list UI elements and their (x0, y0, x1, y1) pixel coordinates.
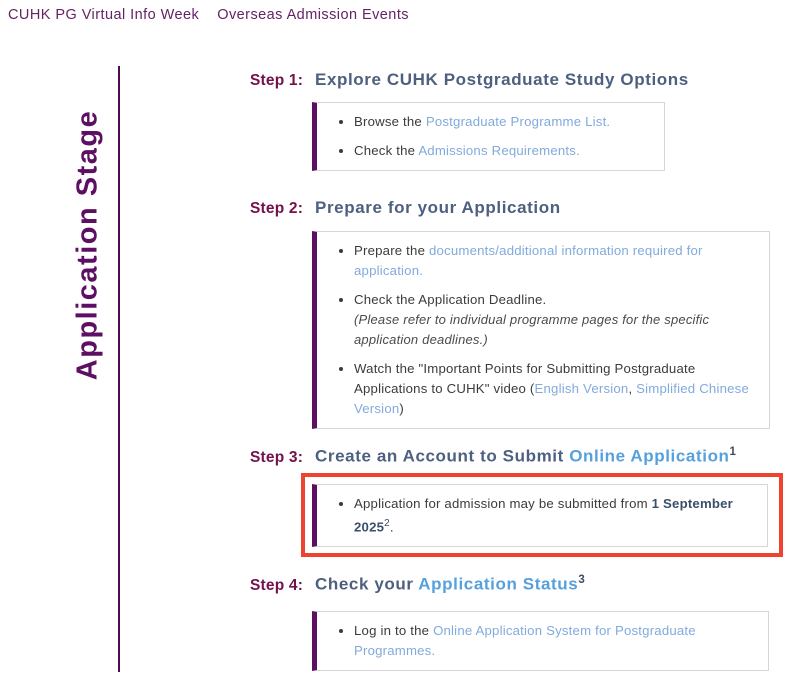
inline-link[interactable]: documents/additional information required for application. (354, 243, 703, 278)
bold-date-text: 1 September 2025 (354, 495, 734, 535)
step-heading (250, 574, 769, 595)
inline-link[interactable]: English Version (534, 381, 629, 396)
step-title: Prepare for your Application (315, 198, 561, 217)
bullet-item: • Watch the "Important Points for Submitting Postgraduate Applications to CUHK" video (English Version, Simplified Chinese Version) (354, 359, 755, 419)
step-heading (250, 70, 689, 90)
bullet-item: • Browse the Postgraduate Programme List. (354, 112, 650, 132)
bullet-item: • Check the Application Deadline. (Please refer to individual programme pages for the specific application deadlines.) (354, 290, 755, 350)
nav-link-pg-virtual-info-week[interactable]: CUHK PG Virtual Info Week (8, 7, 200, 23)
step-section (250, 446, 783, 557)
bullet-item: • Prepare the documents/additional information required for application. (354, 241, 755, 281)
top-navigation (8, 7, 409, 23)
nav-link-overseas-admission-events[interactable]: Overseas Admission Events (217, 7, 410, 23)
step-title: Explore CUHK Postgraduate Study Options (315, 70, 689, 89)
step-label: Step 4: (250, 576, 304, 594)
italic-note: (Please refer to individual programme pages for the specific application deadlines.) (354, 312, 710, 347)
step-section (250, 70, 689, 171)
step-section (250, 574, 769, 671)
info-box (312, 231, 770, 429)
step-heading (250, 198, 770, 218)
bullet-list (317, 241, 755, 419)
step-heading (250, 446, 783, 467)
highlight-annotation-box (301, 473, 783, 557)
step-label: Step 1: (250, 72, 304, 89)
inline-link[interactable]: Simplified Chinese Version (354, 381, 749, 416)
footnote-ref: 3 (578, 574, 586, 586)
bullet-item: • Log in to the Online Application System for Postgraduate Programmes. (354, 621, 754, 661)
bullet-list (317, 112, 650, 161)
step-title: Check your Application Status$^3$ (315, 574, 586, 594)
info-box (312, 484, 768, 547)
step-title: Create an Account to Submit Online Application$^1$ (315, 446, 737, 466)
inline-link[interactable]: Postgraduate Programme List. (425, 114, 611, 129)
application-stage-vertical-label: Application Stage (71, 109, 104, 381)
info-box (312, 611, 769, 671)
heading-link[interactable]: Online Application (569, 446, 730, 466)
heading-link[interactable]: Application Status (418, 574, 579, 594)
info-box (312, 102, 665, 171)
bullet-list (317, 494, 753, 537)
inline-link[interactable]: Online Application System for Postgraduate Programmes. (354, 622, 696, 658)
inline-link[interactable]: Admissions Requirements. (418, 143, 580, 158)
bullet-item: • Application for admission may be submitted from 1 September 2025$^2$. (354, 494, 753, 537)
footnote-ref: 2 (384, 517, 390, 529)
vertical-divider (118, 66, 120, 672)
bullet-item: • Check the Admissions Requirements. (354, 141, 650, 161)
step-label: Step 3: (250, 448, 304, 466)
bullet-list (317, 621, 754, 661)
step-label: Step 2: (250, 200, 304, 217)
step-section (250, 198, 770, 429)
footnote-ref: 1 (729, 446, 737, 458)
